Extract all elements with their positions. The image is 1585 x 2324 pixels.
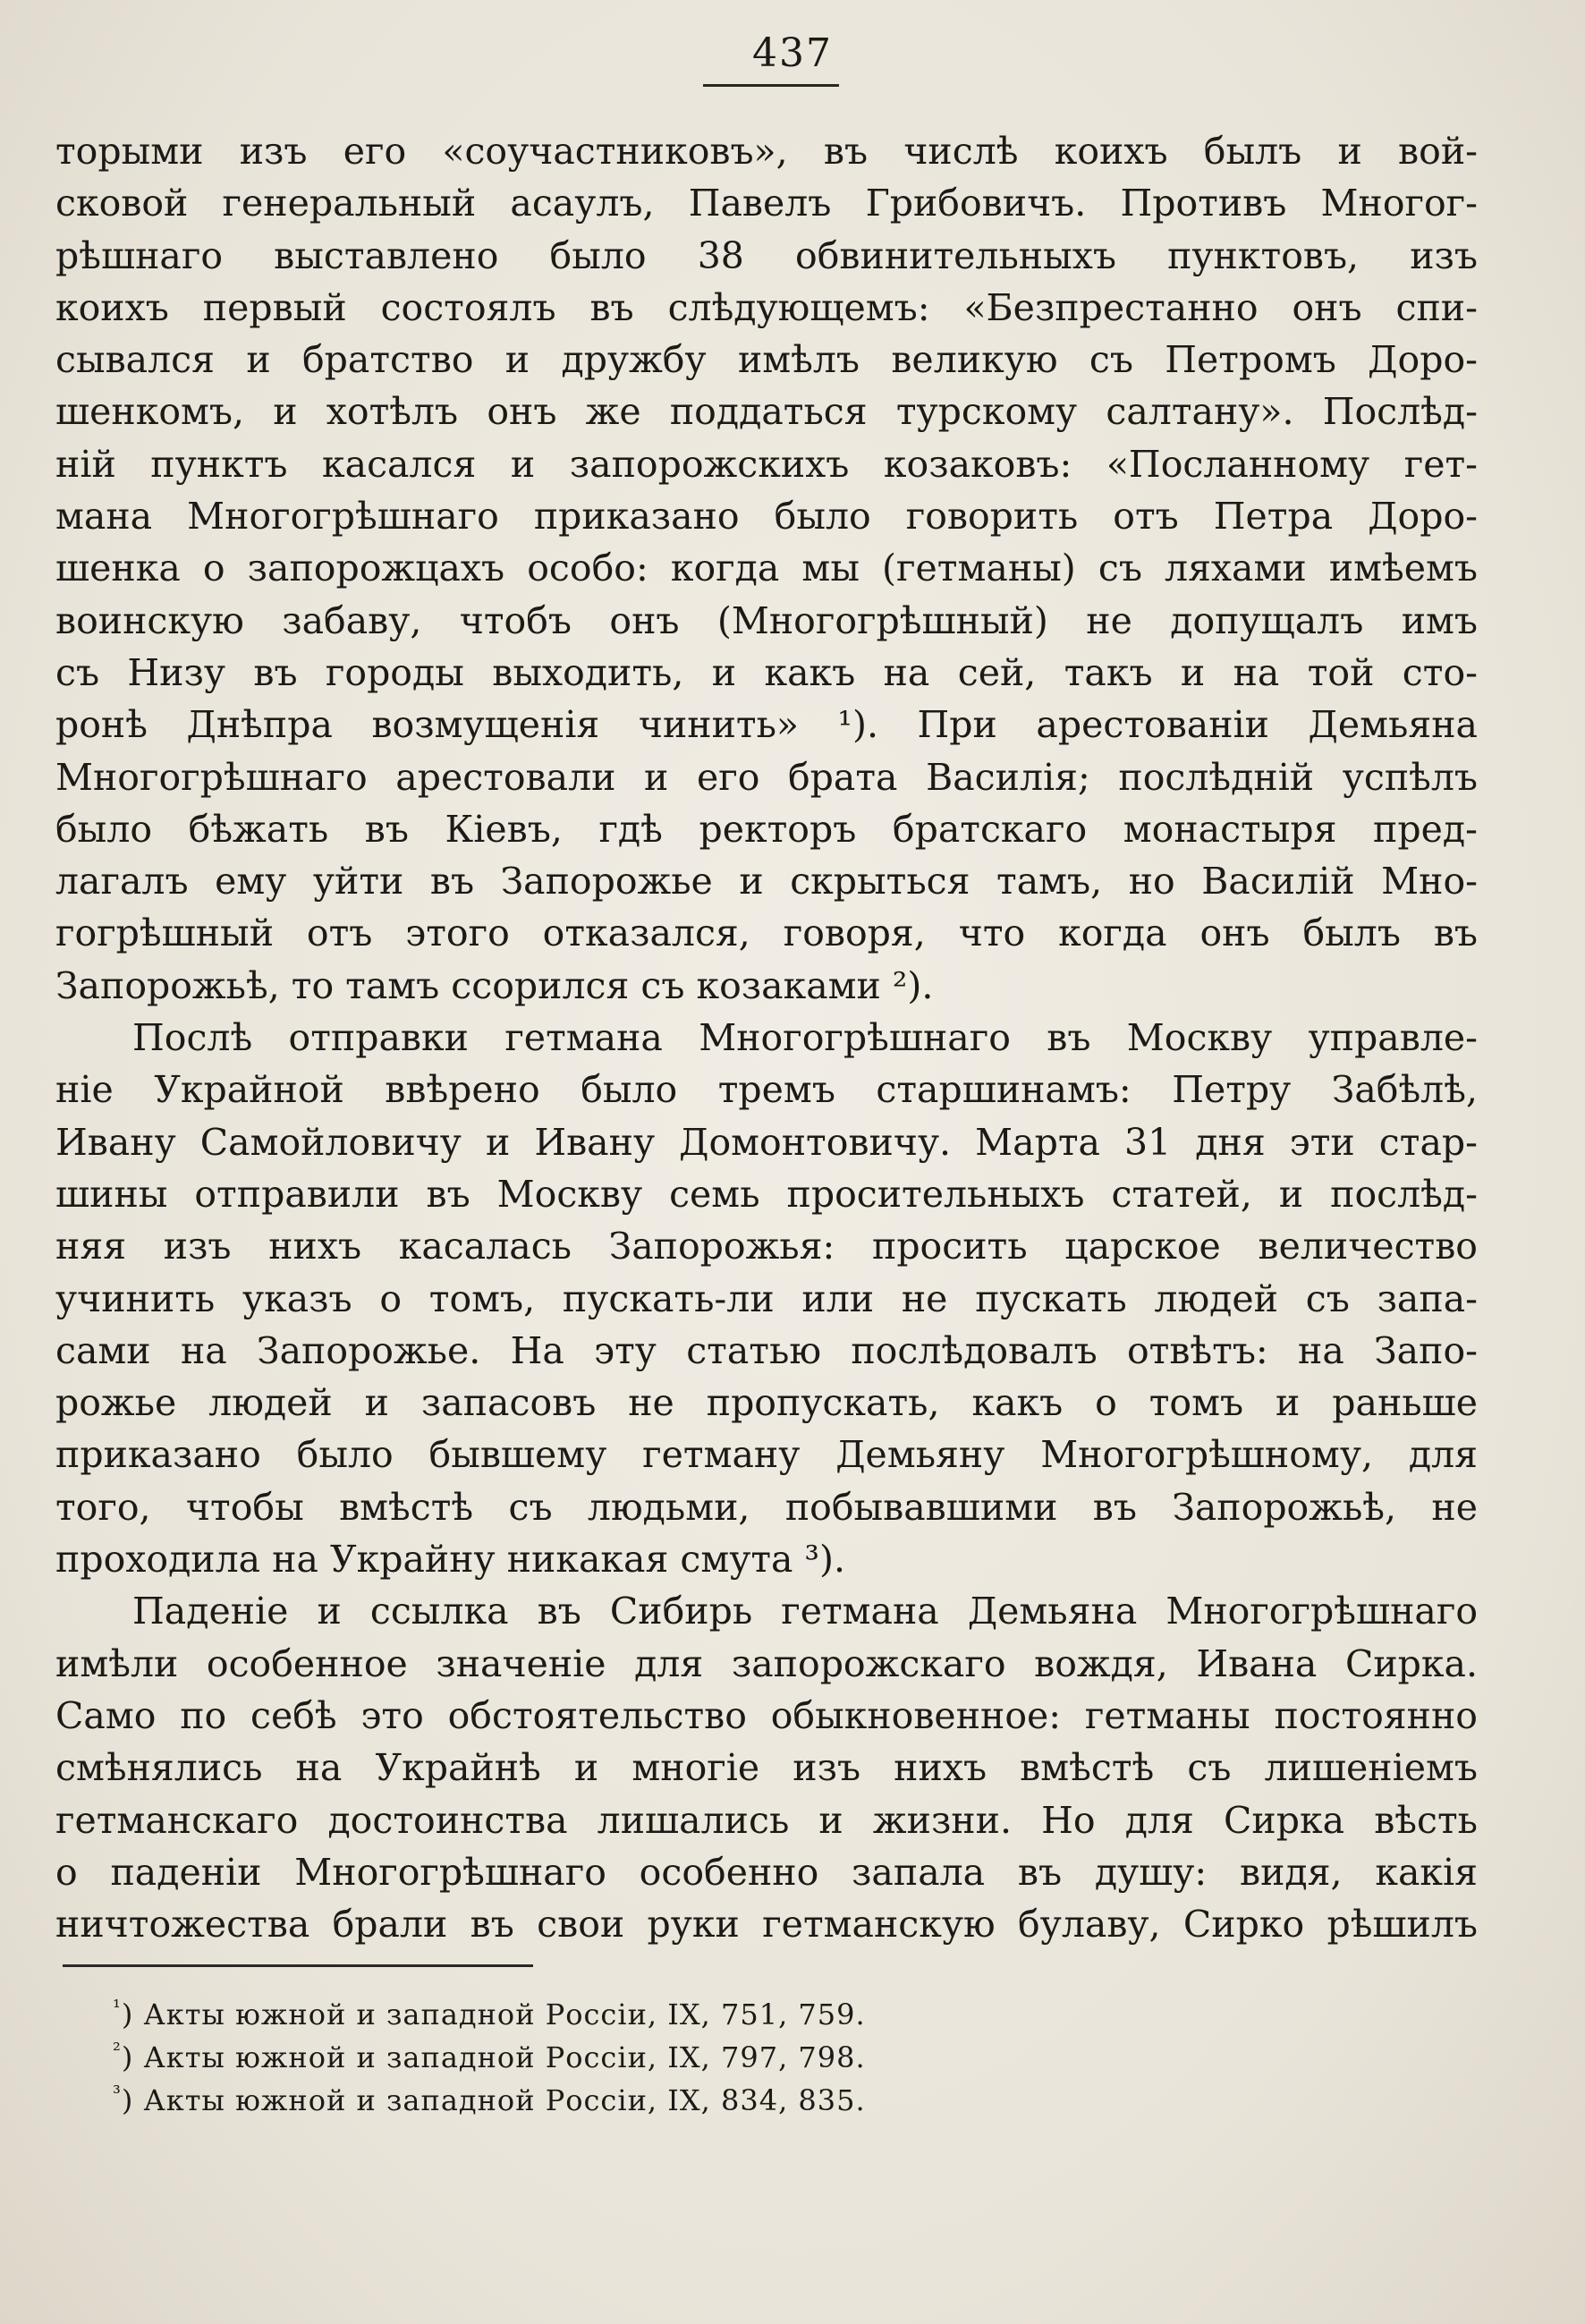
- text-line: шенкомъ, и хотѣлъ онъ же поддаться турскому салтану». Послѣд-: [55, 390, 1478, 434]
- text-line: гетманскаго достоинства лишались и жизни. Но для Сирка вѣсть: [55, 1798, 1478, 1842]
- footnote-mark: ¹: [113, 1997, 122, 2020]
- text-line: торыми изъ его «соучастниковъ», въ числѣ коихъ былъ и вой-: [55, 130, 1478, 173]
- text-line: сами на Запорожье. На эту статью послѣдовалъ отвѣтъ: на Запо-: [55, 1328, 1478, 1372]
- text-line: лагалъ ему уйти въ Запорожье и скрыться тамъ, но Василій Мно-: [55, 860, 1478, 903]
- text-line: Само по себѣ это обстоятельство обыкновенное: гетманы постоянно: [55, 1693, 1478, 1737]
- body-text: [55, 125, 1478, 1950]
- footnotes: [113, 1993, 1186, 2122]
- text-line: Многогрѣшнаго арестовали и его брата Василія; послѣдній успѣлъ: [55, 755, 1478, 799]
- text-line: ничтожества брали въ свои руки гетманскую булаву, Сирко рѣшилъ: [55, 1903, 1478, 1947]
- text-line: ній пунктъ касался и запорожскихъ козаковъ: «Посланному гет-: [55, 442, 1478, 486]
- text-line: приказано было бывшему гетману Демьяну Многогрѣшному, для: [55, 1433, 1478, 1477]
- text-line: мана Многогрѣшнаго приказано было говорить отъ Петра Доро-: [55, 495, 1478, 539]
- text-line: гогрѣшный отъ этого отказался, говоря, что когда онъ былъ въ: [55, 912, 1478, 955]
- footnote-mark: ²: [113, 2040, 122, 2063]
- text-line: того, чтобы вмѣстѣ съ людьми, побывавшими въ Запорожьѣ, не: [55, 1485, 1478, 1529]
- text-line: няя изъ нихъ касалась Запорожья: просить царское величество: [55, 1225, 1478, 1268]
- text-line: Ивану Самойловичу и Ивану Домонтовичу. Марта 31 дня эти стар-: [55, 1120, 1478, 1164]
- text-line: рѣшнаго выставлено было 38 обвинительныхъ пунктовъ, изъ: [55, 233, 1478, 277]
- text-line: рожье людей и запасовъ не пропускать, какъ о томъ и раньше: [55, 1381, 1478, 1425]
- text-line: сывался и братство и дружбу имѣлъ великую съ Петромъ Доро-: [55, 338, 1478, 382]
- footnote: [113, 2079, 1186, 2122]
- text-line: воинскую забаву, чтобъ онъ (Многогрѣшный) не допущалъ имъ: [55, 598, 1478, 642]
- text-line: ніе Украйной ввѣрено было тремъ старшинамъ: Петру Забѣлѣ,: [55, 1068, 1478, 1112]
- text-line: имѣли особенное значеніе для запорожскаго вождя, Ивана Сирка.: [55, 1641, 1478, 1685]
- text-line: коихъ первый состоялъ въ слѣдующемъ: «Безпрестанно онъ спи-: [55, 285, 1478, 329]
- text-line: съ Низу въ городы выходить, и какъ на сей, такъ и на той сто-: [55, 650, 1478, 694]
- text-line: шенка о запорожцахъ особо: когда мы (гетманы) съ ляхами имѣемъ: [55, 547, 1478, 590]
- footnote: [113, 2036, 1186, 2079]
- text-line: проходила на Украйну никакая смута ³).: [55, 1538, 846, 1582]
- text-line: Послѣ отправки гетмана Многогрѣшнаго въ Москву управле-: [132, 1016, 1478, 1060]
- footnote-text: ) Акты южной и западной Россіи, IX, 834, 835.: [121, 2083, 866, 2117]
- footnote-text: ) Акты южной и западной Россіи, IX, 797, 798.: [121, 2040, 866, 2074]
- header-rule: [703, 84, 839, 87]
- footnote-mark: ³: [113, 2082, 122, 2106]
- text-line: смѣнялись на Украйнѣ и многіе изъ нихъ вмѣстѣ съ лишеніемъ: [55, 1746, 1478, 1790]
- text-line: о паденіи Многогрѣшнаго особенно запала въ душу: видя, какія: [55, 1850, 1478, 1894]
- text-line: ронѣ Днѣпра возмущенія чинить» ¹). При арестованіи Демьяна: [55, 703, 1478, 747]
- text-line: Паденіе и ссылка въ Сибирь гетмана Демьяна Многогрѣшнаго: [132, 1590, 1478, 1633]
- text-line: было бѣжать въ Кіевъ, гдѣ ректоръ братскаго монастыря пред-: [55, 807, 1478, 851]
- text-line: учинить указъ о томъ, пускать-ли или не пускать людей съ запа-: [55, 1277, 1478, 1320]
- text-line: Запорожьѣ, то тамъ ссорился съ козаками ²).: [55, 963, 934, 1007]
- page-number: 437: [752, 30, 833, 76]
- text-line: сковой генеральный асаулъ, Павелъ Грибовичъ. Противъ Многог-: [55, 182, 1478, 225]
- footnote-text: ) Акты южной и западной Россіи, IX, 751, 759.: [121, 1997, 866, 2031]
- footnote: [113, 1993, 1186, 2036]
- footnote-rule: [63, 1964, 533, 1967]
- text-line: шины отправили въ Москву семь просительныхъ статей, и послѣд-: [55, 1172, 1478, 1216]
